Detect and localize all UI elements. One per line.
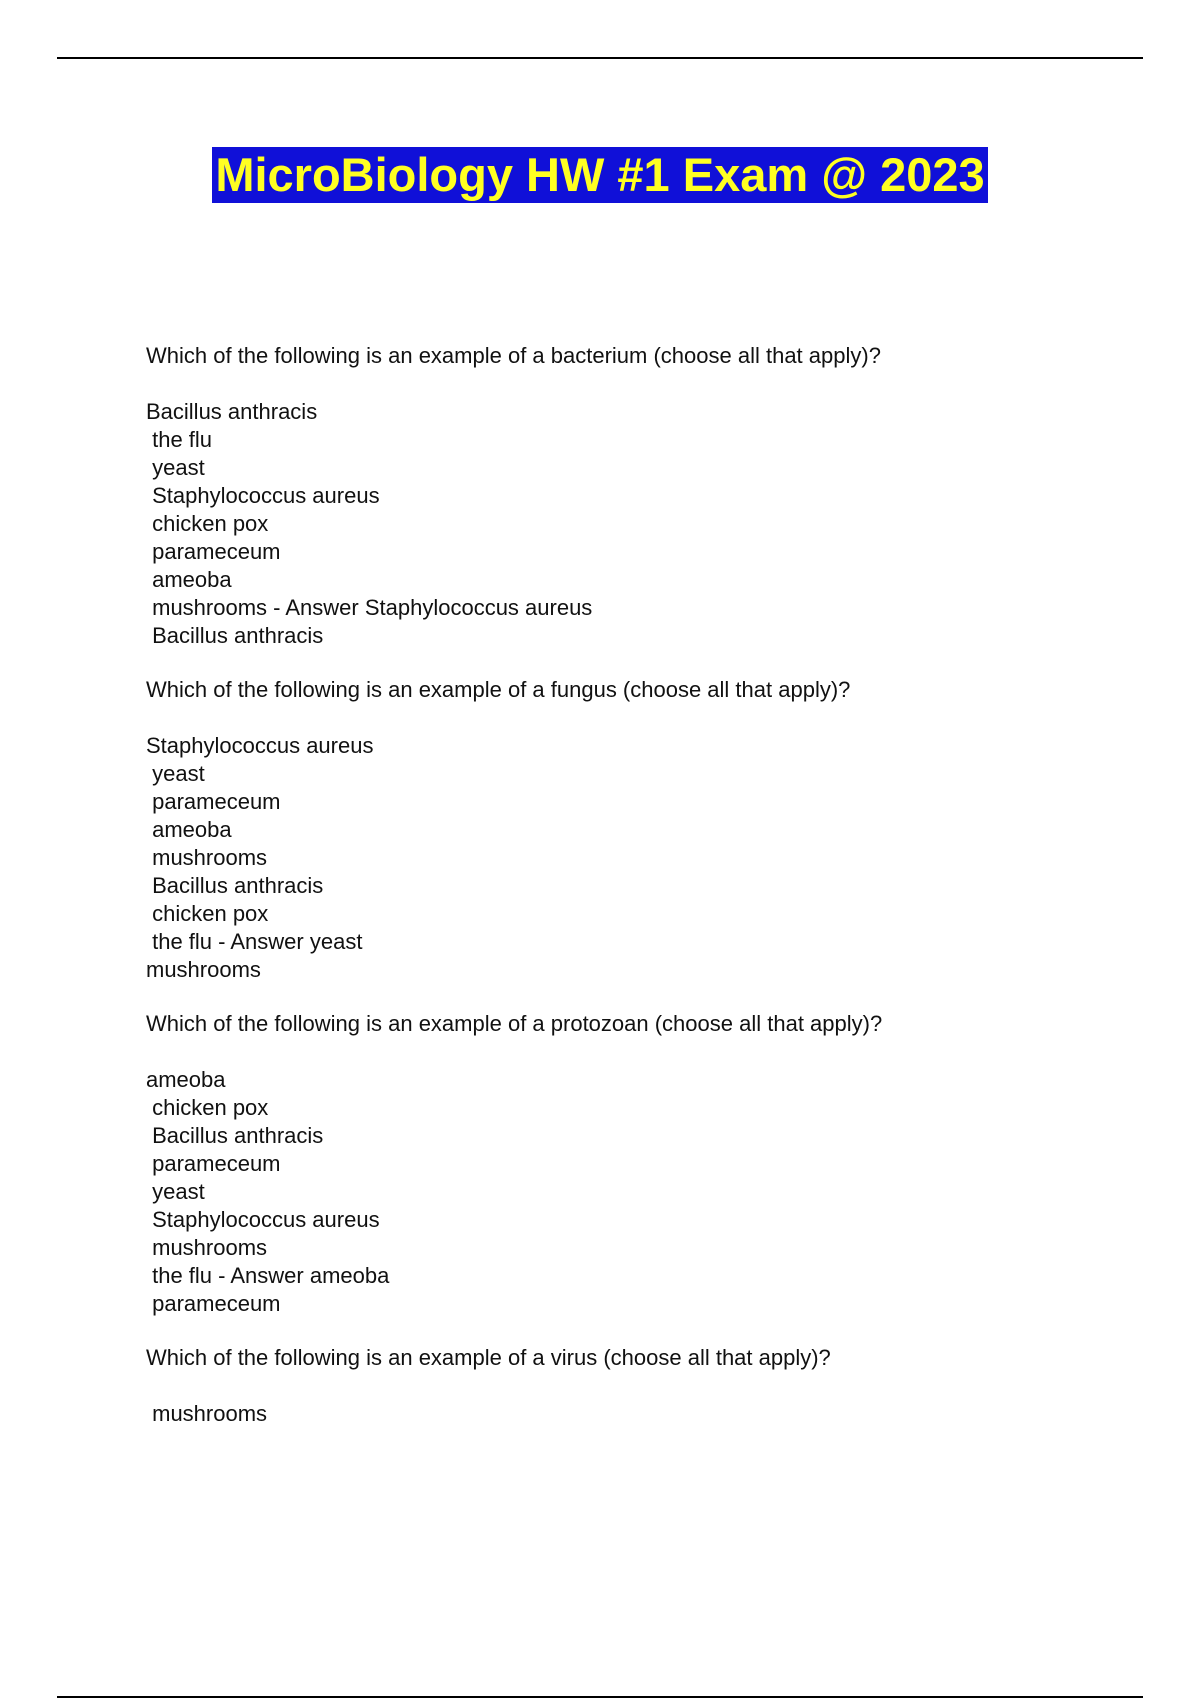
answer-line: ameoba bbox=[146, 817, 232, 842]
answer-line: parameceum bbox=[146, 1291, 281, 1316]
title-banner bbox=[0, 147, 1200, 203]
answer-line: Bacillus anthracis bbox=[146, 873, 324, 898]
question-block bbox=[146, 342, 1146, 650]
answer-line: parameceum bbox=[146, 1151, 281, 1176]
answer-line: mushrooms bbox=[146, 1235, 268, 1260]
question-prompt: Which of the following is an example of a fungus (choose all that apply)? bbox=[146, 677, 851, 702]
answer-line: the flu - Answer ameoba bbox=[146, 1263, 390, 1288]
document-title: MicroBiology HW #1 Exam @ 2023 bbox=[212, 147, 987, 203]
answer-line: mushrooms - Answer Staphylococcus aureus bbox=[146, 595, 593, 620]
answer-line: chicken pox bbox=[146, 901, 269, 926]
question-prompt: Which of the following is an example of a virus (choose all that apply)? bbox=[146, 1345, 831, 1370]
answer-line: mushrooms bbox=[146, 957, 261, 982]
answer-line: Staphylococcus aureus bbox=[146, 1207, 380, 1232]
answer-line: yeast bbox=[146, 1179, 205, 1204]
answer-line: yeast bbox=[146, 455, 205, 480]
answer-line: yeast bbox=[146, 761, 205, 786]
bottom-rule bbox=[57, 1696, 1143, 1698]
answer-line: chicken pox bbox=[146, 1095, 269, 1120]
question-prompt: Which of the following is an example of a protozoan (choose all that apply)? bbox=[146, 1011, 883, 1036]
answer-line: the flu bbox=[146, 427, 213, 452]
question-block bbox=[146, 676, 1146, 984]
question-prompt: Which of the following is an example of a bacterium (choose all that apply)? bbox=[146, 343, 881, 368]
question-block bbox=[146, 1010, 1146, 1318]
answer-line: mushrooms bbox=[146, 845, 268, 870]
answer-line: Bacillus anthracis bbox=[146, 623, 324, 648]
answer-line: Bacillus anthracis bbox=[146, 399, 318, 424]
answer-line: Staphylococcus aureus bbox=[146, 483, 380, 508]
answer-line: ameoba bbox=[146, 567, 232, 592]
answer-line: ameoba bbox=[146, 1067, 226, 1092]
answer-line: the flu - Answer yeast bbox=[146, 929, 363, 954]
answer-line: parameceum bbox=[146, 539, 281, 564]
answer-line: Staphylococcus aureus bbox=[146, 733, 374, 758]
top-rule bbox=[57, 57, 1143, 59]
answer-line: Bacillus anthracis bbox=[146, 1123, 324, 1148]
answer-line: mushrooms bbox=[146, 1401, 268, 1426]
answer-line: chicken pox bbox=[146, 511, 269, 536]
document-body bbox=[146, 342, 1146, 1428]
question-block bbox=[146, 1344, 1146, 1428]
answer-line: parameceum bbox=[146, 789, 281, 814]
